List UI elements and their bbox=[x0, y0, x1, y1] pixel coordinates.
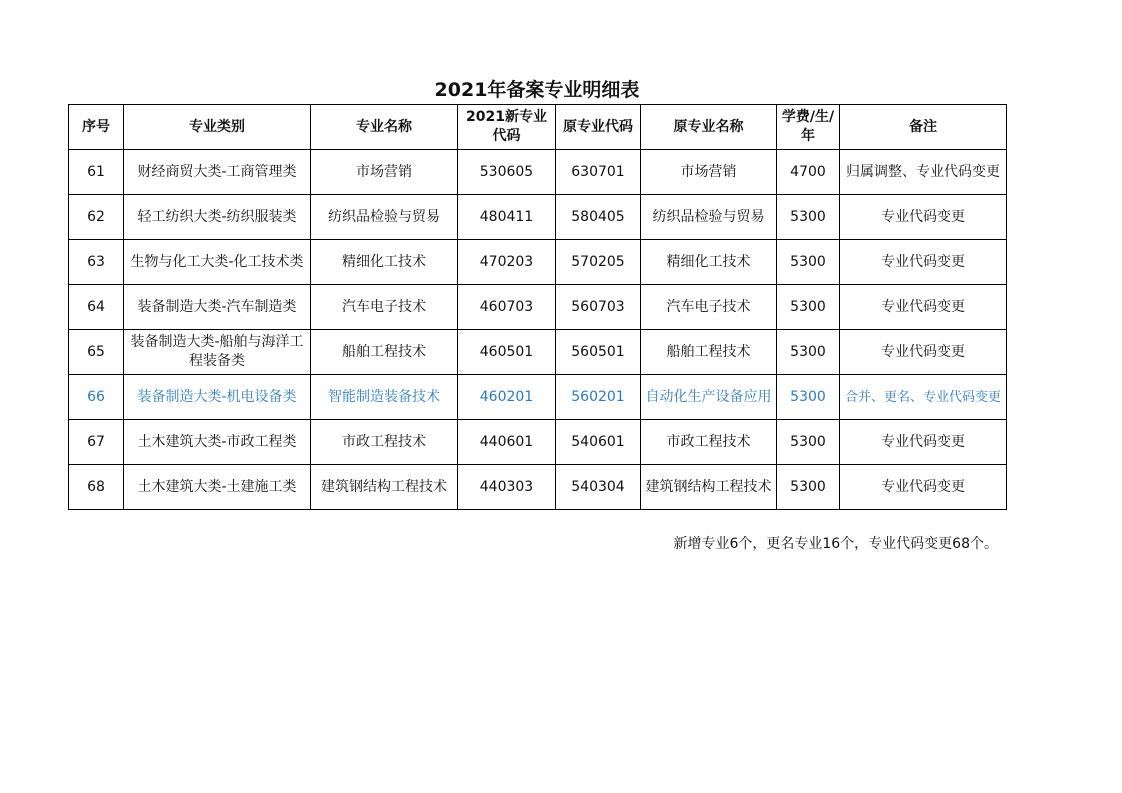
header-tuition: 学费/生/年 bbox=[777, 105, 840, 150]
cell-tuition: 5300 bbox=[777, 330, 840, 375]
cell-new-code: 480411 bbox=[458, 195, 556, 240]
cell-category: 装备制造大类-船舶与海洋工程装备类 bbox=[124, 330, 311, 375]
cell-old-name: 自动化生产设备应用 bbox=[641, 375, 777, 420]
cell-seq: 62 bbox=[69, 195, 124, 240]
cell-old-code: 560501 bbox=[556, 330, 641, 375]
cell-old-code: 540304 bbox=[556, 465, 641, 510]
cell-seq: 63 bbox=[69, 240, 124, 285]
cell-major-name: 纺织品检验与贸易 bbox=[311, 195, 458, 240]
header-seq: 序号 bbox=[69, 105, 124, 150]
cell-tuition: 5300 bbox=[777, 465, 840, 510]
table-row bbox=[69, 240, 1007, 285]
cell-remarks: 专业代码变更 bbox=[840, 465, 1007, 510]
table-row bbox=[69, 420, 1007, 465]
cell-seq: 64 bbox=[69, 285, 124, 330]
cell-category: 土木建筑大类-市政工程类 bbox=[124, 420, 311, 465]
cell-old-name: 建筑钢结构工程技术 bbox=[641, 465, 777, 510]
cell-tuition: 4700 bbox=[777, 150, 840, 195]
cell-old-name: 市场营销 bbox=[641, 150, 777, 195]
major-detail-table bbox=[68, 104, 1007, 510]
cell-remarks: 专业代码变更 bbox=[840, 330, 1007, 375]
header-remarks: 备注 bbox=[840, 105, 1007, 150]
cell-new-code: 470203 bbox=[458, 240, 556, 285]
table-row bbox=[69, 285, 1007, 330]
cell-remarks: 专业代码变更 bbox=[840, 240, 1007, 285]
cell-tuition: 5300 bbox=[777, 420, 840, 465]
cell-seq: 68 bbox=[69, 465, 124, 510]
cell-old-name: 汽车电子技术 bbox=[641, 285, 777, 330]
cell-old-code: 540601 bbox=[556, 420, 641, 465]
cell-new-code: 440303 bbox=[458, 465, 556, 510]
cell-seq: 65 bbox=[69, 330, 124, 375]
cell-remarks: 专业代码变更 bbox=[840, 285, 1007, 330]
header-old-name: 原专业名称 bbox=[641, 105, 777, 150]
cell-major-name: 船舶工程技术 bbox=[311, 330, 458, 375]
cell-tuition: 5300 bbox=[777, 240, 840, 285]
cell-old-code: 560703 bbox=[556, 285, 641, 330]
cell-new-code: 460501 bbox=[458, 330, 556, 375]
cell-category: 土木建筑大类-土建施工类 bbox=[124, 465, 311, 510]
cell-seq: 66 bbox=[69, 375, 124, 420]
cell-new-code: 460201 bbox=[458, 375, 556, 420]
cell-seq: 67 bbox=[69, 420, 124, 465]
cell-category: 装备制造大类-机电设备类 bbox=[124, 375, 311, 420]
cell-major-name: 汽车电子技术 bbox=[311, 285, 458, 330]
table-header-row bbox=[69, 105, 1007, 150]
cell-tuition: 5300 bbox=[777, 195, 840, 240]
cell-remarks: 合并、更名、专业代码变更 bbox=[840, 375, 1007, 420]
cell-remarks: 归属调整、专业代码变更 bbox=[840, 150, 1007, 195]
table-row-highlighted bbox=[69, 375, 1007, 420]
cell-old-name: 市政工程技术 bbox=[641, 420, 777, 465]
cell-major-name: 智能制造装备技术 bbox=[311, 375, 458, 420]
cell-major-name: 市政工程技术 bbox=[311, 420, 458, 465]
cell-old-name: 船舶工程技术 bbox=[641, 330, 777, 375]
cell-old-name: 纺织品检验与贸易 bbox=[641, 195, 777, 240]
cell-old-code: 560201 bbox=[556, 375, 641, 420]
cell-major-name: 精细化工技术 bbox=[311, 240, 458, 285]
header-new-code: 2021新专业代码 bbox=[458, 105, 556, 150]
cell-major-name: 市场营销 bbox=[311, 150, 458, 195]
table-row bbox=[69, 150, 1007, 195]
header-category: 专业类别 bbox=[124, 105, 311, 150]
cell-remarks: 专业代码变更 bbox=[840, 420, 1007, 465]
cell-new-code: 440601 bbox=[458, 420, 556, 465]
cell-major-name: 建筑钢结构工程技术 bbox=[311, 465, 458, 510]
cell-category: 财经商贸大类-工商管理类 bbox=[124, 150, 311, 195]
table-row bbox=[69, 465, 1007, 510]
cell-old-code: 570205 bbox=[556, 240, 641, 285]
table-row bbox=[69, 195, 1007, 240]
cell-category: 生物与化工大类-化工技术类 bbox=[124, 240, 311, 285]
cell-old-name: 精细化工技术 bbox=[641, 240, 777, 285]
cell-new-code: 460703 bbox=[458, 285, 556, 330]
page-title: 2021年备案专业明细表 bbox=[434, 79, 640, 101]
header-old-code: 原专业代码 bbox=[556, 105, 641, 150]
cell-category: 轻工纺织大类-纺织服装类 bbox=[124, 195, 311, 240]
cell-category: 装备制造大类-汽车制造类 bbox=[124, 285, 311, 330]
table-row bbox=[69, 330, 1007, 375]
cell-tuition: 5300 bbox=[777, 375, 840, 420]
cell-old-code: 580405 bbox=[556, 195, 641, 240]
header-major-name: 专业名称 bbox=[311, 105, 458, 150]
cell-remarks: 专业代码变更 bbox=[840, 195, 1007, 240]
summary-footnote: 新增专业6个，更名专业16个，专业代码变更68个。 bbox=[673, 536, 998, 552]
cell-tuition: 5300 bbox=[777, 285, 840, 330]
cell-seq: 61 bbox=[69, 150, 124, 195]
cell-old-code: 630701 bbox=[556, 150, 641, 195]
cell-new-code: 530605 bbox=[458, 150, 556, 195]
